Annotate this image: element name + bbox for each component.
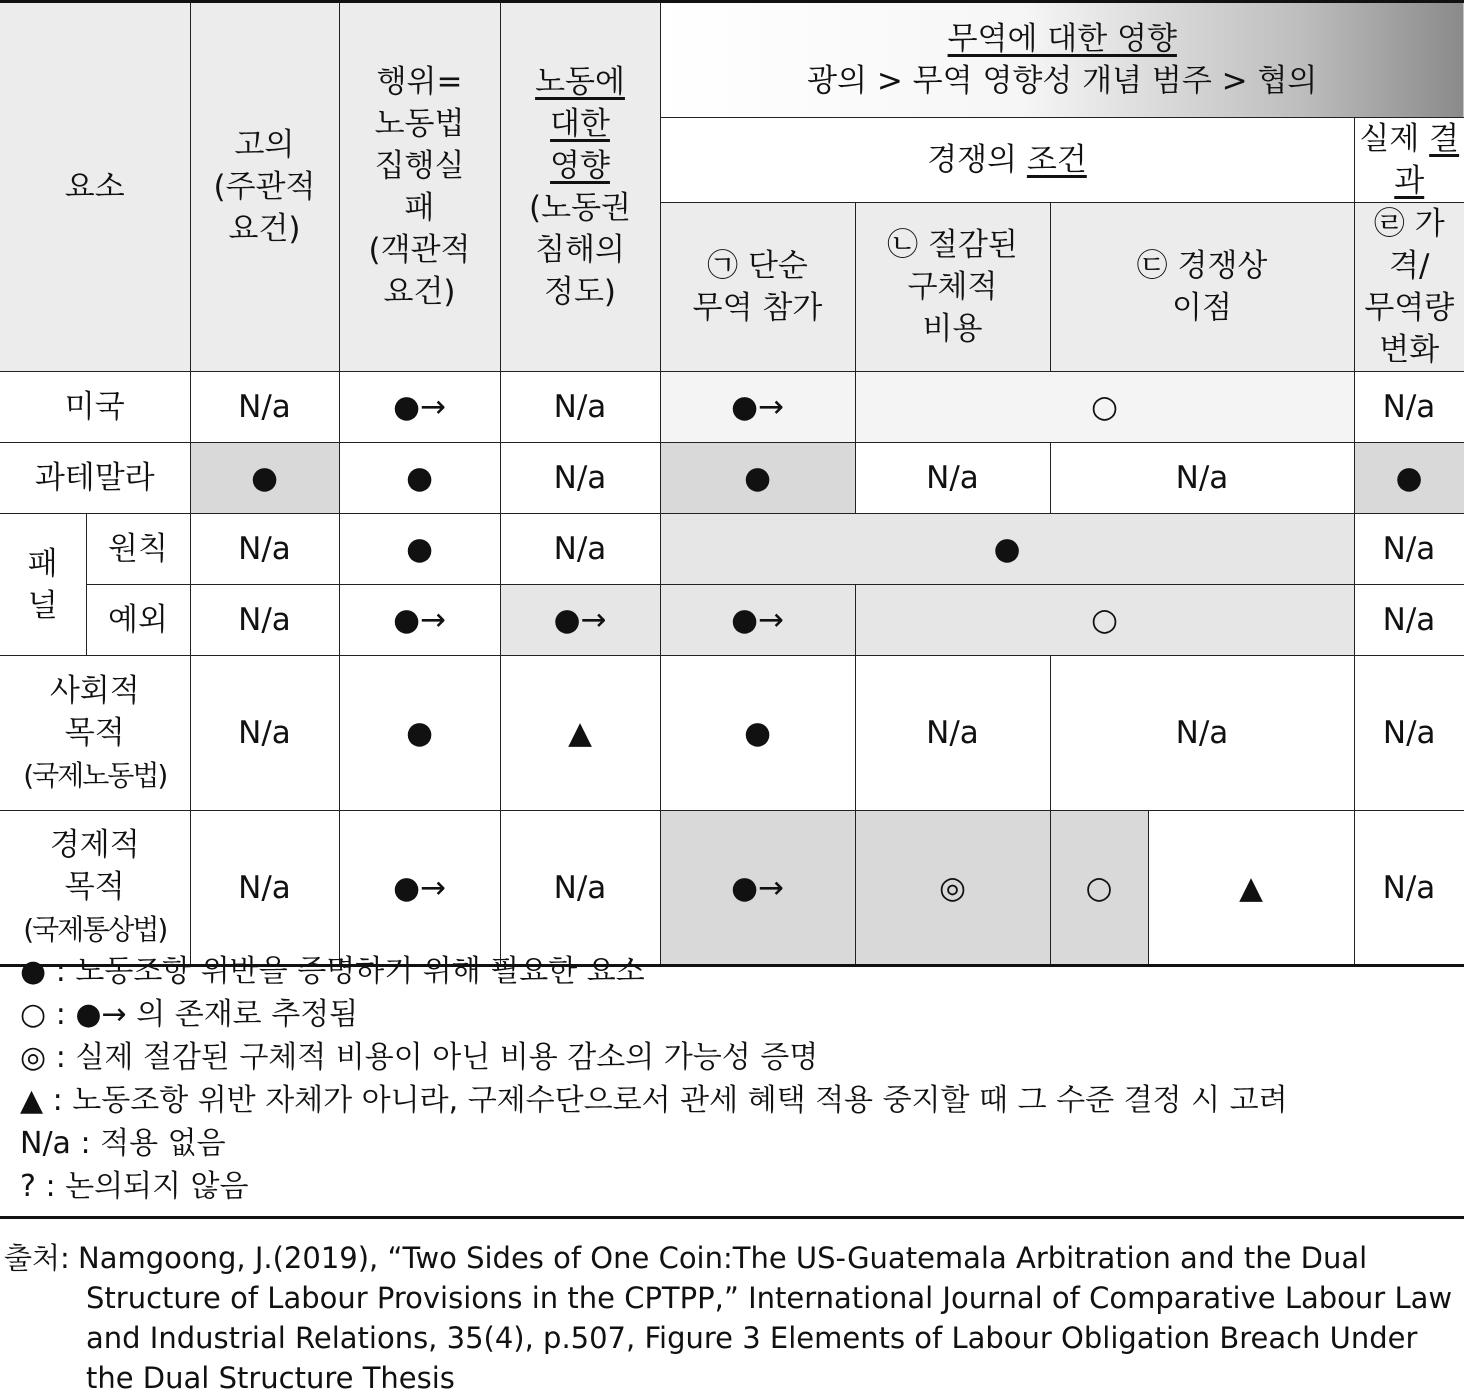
divider xyxy=(0,1216,1464,1219)
cell-exception-act: ●→ xyxy=(339,585,500,656)
row-label-panel-text: 패 널 xyxy=(27,545,58,624)
source-citation xyxy=(4,1238,1462,1398)
cell-exception-d1: N/a xyxy=(1354,585,1464,656)
cell-principle-abc: ● xyxy=(660,514,1354,585)
row-label-panel xyxy=(0,514,86,656)
cell-social-labour: ▲ xyxy=(500,656,660,811)
row-label-economic-top: 경제적 목적 xyxy=(49,827,140,905)
row-label-us: 미국 xyxy=(0,372,190,443)
cell-guatemala-intent: ● xyxy=(190,443,339,514)
row-label-social-top: 사회적 목적 xyxy=(49,672,140,751)
cell-guatemala-a: ● xyxy=(660,443,855,514)
cell-principle-d1: N/a xyxy=(1354,514,1464,585)
table-row xyxy=(0,811,1464,966)
header-labour-effect-sub: (노동권 침해의 정도) xyxy=(529,190,631,310)
legend-item: ● : 노동조항 위반을 증명하기 위해 필요한 요소 xyxy=(20,954,645,989)
header-actual-prefix: 실제 xyxy=(1359,121,1430,157)
header-element: 요소 xyxy=(0,2,190,372)
cell-guatemala-b: N/a xyxy=(855,443,1050,514)
cell-social-b: N/a xyxy=(855,656,1050,811)
cell-social-intent: N/a xyxy=(190,656,339,811)
row-label-guatemala: 과테말라 xyxy=(0,443,190,514)
cell-guatemala-labour: N/a xyxy=(500,443,660,514)
row-label-social xyxy=(0,656,190,811)
cell-social-c: N/a xyxy=(1050,656,1354,811)
cell-economic-d1: N/a xyxy=(1354,811,1464,966)
table-row xyxy=(0,372,1464,443)
header-trade-effect-subtitle: 광의 > 무역 영향성 개념 범주 > 협의 xyxy=(807,63,1318,99)
source-text: Namgoong, J.(2019), “Two Sides of One Coin:The US-Guatemala Arbitration and the Dual Structure of Labour Provisions in the CPTPP,” International Journal of Comparative Labour Law and Industrial Relations, 35(4), p.507, Figure 3 Elements of Labour Obligation Breach Under the Dual Structure Thesis xyxy=(78,1241,1453,1395)
cell-principle-act: ● xyxy=(339,514,500,585)
header-labour-effect-main: 노동에 대한 영향 xyxy=(535,64,625,184)
cell-us-act: ●→ xyxy=(339,372,500,443)
legend-item: ◎ : 실제 절감된 구체적 비용이 아닌 비용 감소의 가능성 증명 xyxy=(20,1040,819,1075)
cell-principle-labour: N/a xyxy=(500,514,660,585)
cell-us-intent: N/a xyxy=(190,372,339,443)
cell-economic-labour: N/a xyxy=(500,811,660,966)
table-row xyxy=(0,656,1464,811)
cell-us-labour: N/a xyxy=(500,372,660,443)
table-row xyxy=(0,443,1464,514)
row-label-exception: 예외 xyxy=(86,585,190,656)
cell-social-act: ● xyxy=(339,656,500,811)
cell-us-a: ●→ xyxy=(660,372,855,443)
header-col-c: ㉢ 경쟁상 이점 xyxy=(1050,203,1354,372)
row-label-economic-bottom: (국제통상법) xyxy=(23,913,167,946)
legend xyxy=(0,944,1464,1208)
row-label-principle: 원칙 xyxy=(86,514,190,585)
cell-guatemala-c: N/a xyxy=(1050,443,1354,514)
cell-economic-act: ●→ xyxy=(339,811,500,966)
cell-economic-a: ●→ xyxy=(660,811,855,966)
cell-guatemala-d1: ● xyxy=(1354,443,1464,514)
cell-economic-intent: N/a xyxy=(190,811,339,966)
header-intent: 고의 (주관적 요건) xyxy=(190,2,339,372)
cell-us-d1: N/a xyxy=(1354,372,1464,443)
header-col-d: ㉣ 가격/ 무역량 변화 xyxy=(1354,203,1464,372)
cell-us-bc: ○ xyxy=(855,372,1354,443)
legend-item: ○ : ●→ 의 존재로 추정됨 xyxy=(20,997,359,1032)
header-competition xyxy=(660,118,1354,203)
row-label-social-bottom: (국제노동법) xyxy=(23,758,167,792)
header-act: 행위= 노동법 집행실 패 (객관적 요건) xyxy=(339,2,500,372)
cell-economic-c1: ○ xyxy=(1050,811,1148,966)
cell-economic-b: ◎ xyxy=(855,811,1050,966)
cell-social-a: ● xyxy=(660,656,855,811)
header-trade-effect-title: 무역에 대한 영향 xyxy=(947,21,1177,57)
header-competition-prefix: 경쟁의 xyxy=(927,142,1027,178)
cell-principle-intent: N/a xyxy=(190,514,339,585)
legend-item: N/a : 적용 없음 xyxy=(20,1126,226,1161)
table-row xyxy=(0,514,1464,585)
row-label-economic xyxy=(0,811,190,966)
legend-item: ? : 논의되지 않음 xyxy=(20,1169,249,1204)
cell-exception-labour: ●→ xyxy=(500,585,660,656)
legend-item: ▲ : 노동조항 위반 자체가 아니라, 구제수단으로서 관세 혜택 적용 중지할 때 그 수준 결정 시 고려 xyxy=(20,1083,1288,1118)
cell-exception-intent: N/a xyxy=(190,585,339,656)
cell-social-d: N/a xyxy=(1354,656,1464,811)
cell-exception-bc: ○ xyxy=(855,585,1354,656)
header-col-a: ㉠ 단순 무역 참가 xyxy=(660,203,855,372)
source-label: 출처: xyxy=(4,1241,70,1275)
header-col-b: ㉡ 절감된 구체적 비용 xyxy=(855,203,1050,372)
header-actual-result xyxy=(1354,118,1464,203)
cell-guatemala-act: ● xyxy=(339,443,500,514)
header-trade-effect xyxy=(660,2,1464,118)
cell-exception-a: ●→ xyxy=(660,585,855,656)
table-row xyxy=(0,585,1464,656)
header-actual-main: 결과 xyxy=(1394,121,1460,199)
header-competition-main: 조건 xyxy=(1026,142,1087,178)
cell-economic-c2: ▲ xyxy=(1148,811,1354,966)
header-labour-effect xyxy=(500,2,660,372)
